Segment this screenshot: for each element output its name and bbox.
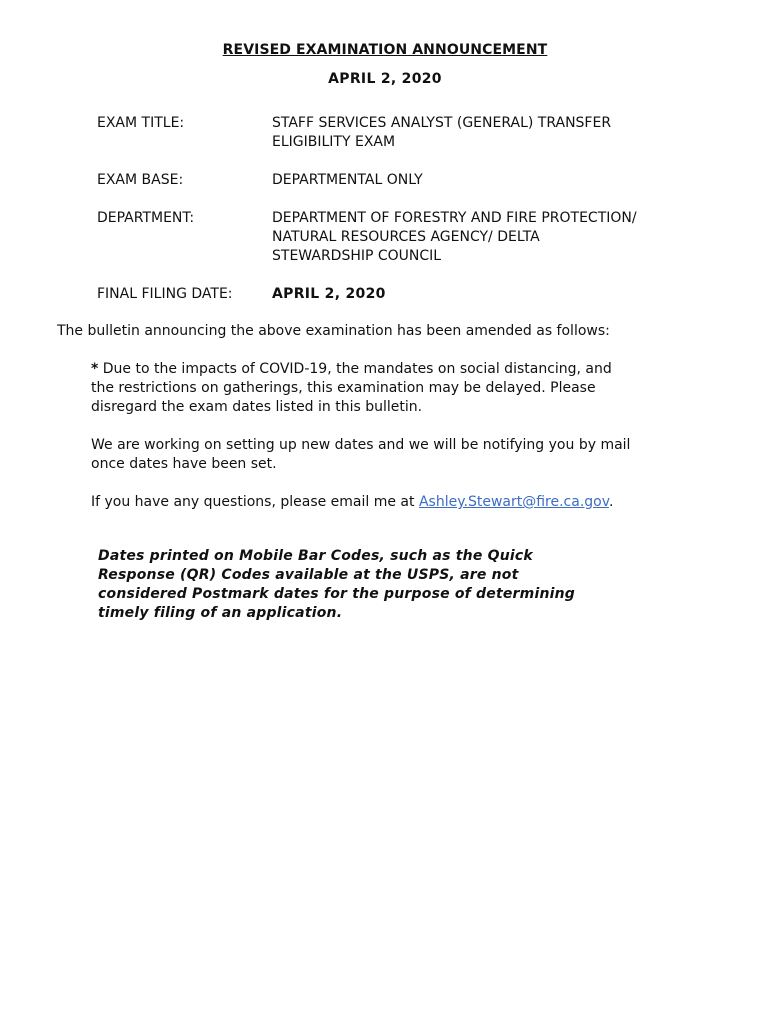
department-line: NATURAL RESOURCES AGENCY/ DELTA xyxy=(272,229,540,245)
new-dates-line: once dates have been set. xyxy=(91,456,277,472)
announcement-date: APRIL 2, 2020 xyxy=(328,71,442,87)
exam-title-line: STAFF SERVICES ANALYST (GENERAL) TRANSFER xyxy=(272,115,612,131)
filing-date-value: APRIL 2, 2020 xyxy=(272,286,386,302)
asterisk-mark: * xyxy=(91,361,99,377)
new-dates-paragraph xyxy=(91,436,691,474)
exam-title-label: EXAM TITLE: xyxy=(97,115,185,131)
questions-paragraph xyxy=(91,493,691,512)
questions-text: If you have any questions, please email me at xyxy=(91,494,419,510)
covid-line: disregard the exam dates listed in this bulletin. xyxy=(91,399,423,415)
covid-line: the restrictions on gatherings, this examination may be delayed. Please xyxy=(91,380,596,396)
department-value xyxy=(272,209,712,266)
exam-title-line: ELIGIBILITY EXAM xyxy=(272,134,396,150)
new-dates-line: We are working on setting up new dates and we will be notifying you by mail xyxy=(91,437,631,453)
notice-line: Dates printed on Mobile Bar Codes, such as the Quick xyxy=(98,548,533,564)
exam-base-label: EXAM BASE: xyxy=(97,172,184,188)
notice-line: Response (QR) Codes available at the USPS, are not xyxy=(98,567,519,583)
covid-paragraph xyxy=(91,360,691,417)
notice-line: timely filing of an application. xyxy=(98,605,343,621)
department-label: DEPARTMENT: xyxy=(97,210,195,226)
document-title: REVISED EXAMINATION ANNOUNCEMENT xyxy=(222,42,548,58)
covid-text: Due to the impacts of COVID-19, the mandates on social distancing, and xyxy=(98,361,612,377)
amendment-intro: The bulletin announcing the above examination has been amended as follows: xyxy=(57,323,610,339)
postmark-notice xyxy=(98,547,618,623)
filing-date-label: FINAL FILING DATE: xyxy=(97,286,233,302)
department-line: STEWARDSHIP COUNCIL xyxy=(272,248,442,264)
questions-end: . xyxy=(608,494,614,510)
email-link[interactable]: Ashley.Stewart@fire.ca.gov xyxy=(418,494,609,510)
department-line: DEPARTMENT OF FORESTRY AND FIRE PROTECTION/ xyxy=(272,210,637,226)
exam-title-value xyxy=(272,114,712,152)
exam-base-value: DEPARTMENTAL ONLY xyxy=(272,172,423,188)
notice-line: considered Postmark dates for the purpose of determining xyxy=(98,586,576,602)
covid-line xyxy=(91,360,691,379)
